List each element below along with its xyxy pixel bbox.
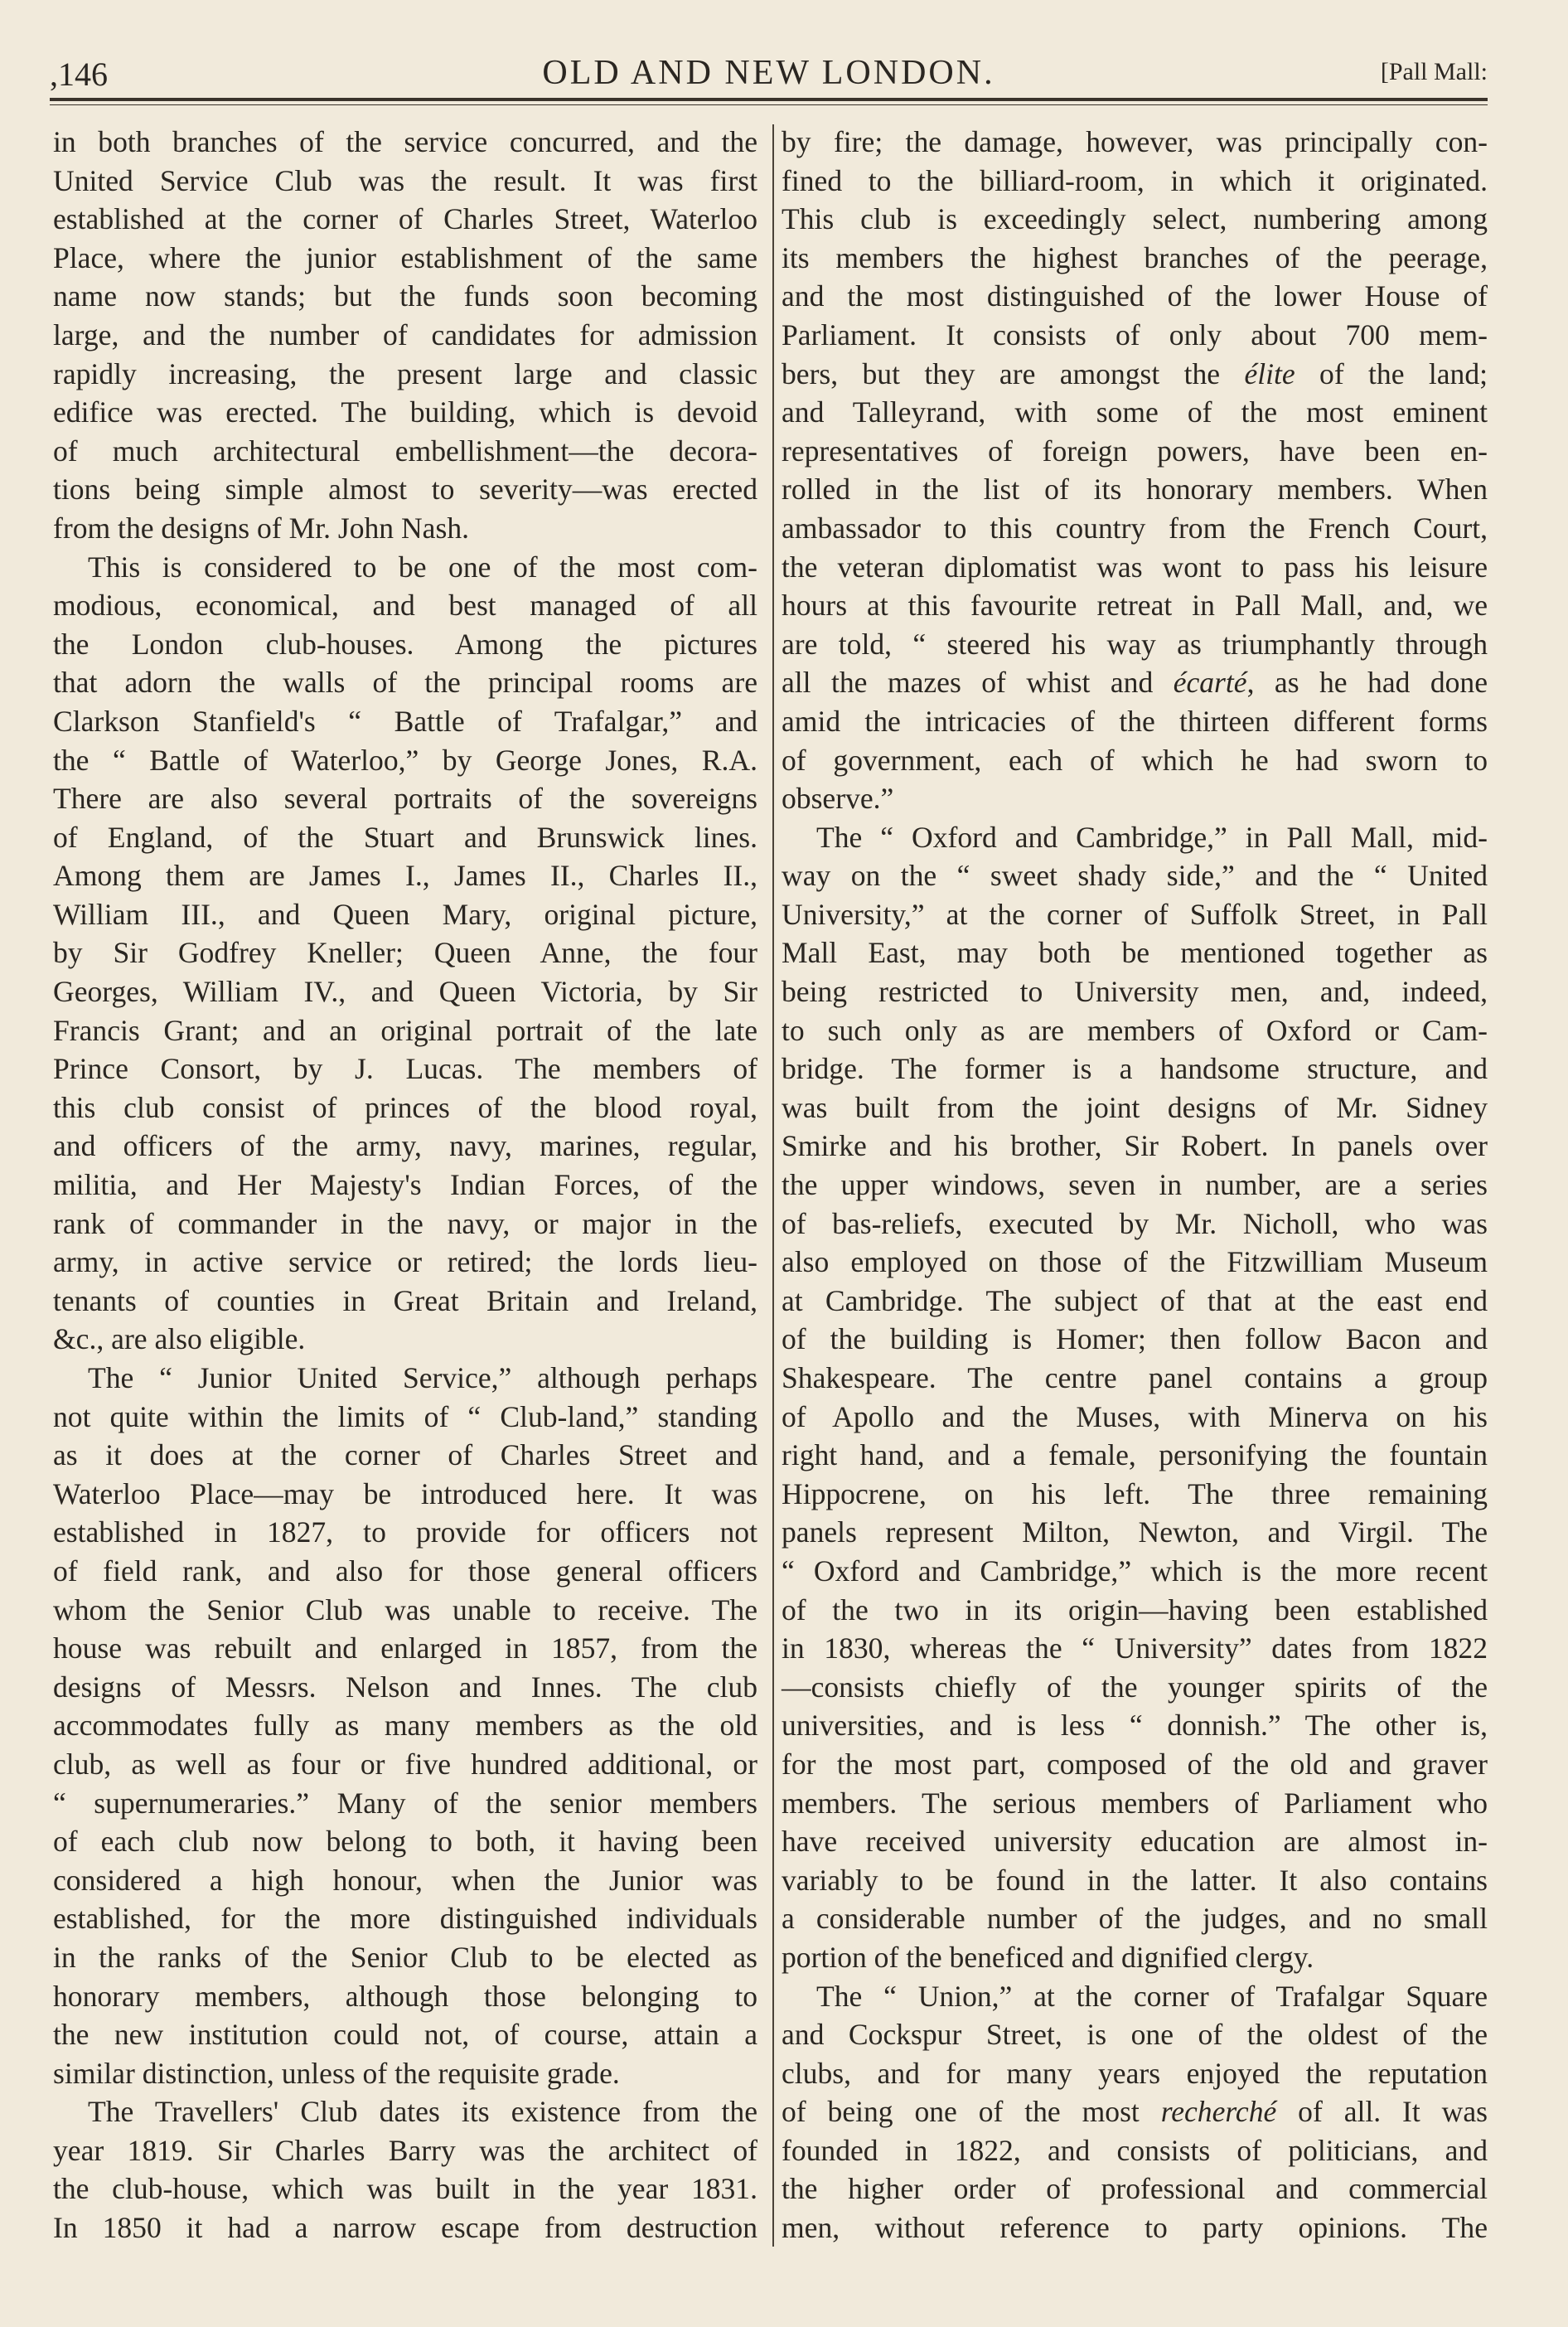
text-line: of England, of the Stuart and Brunswick lines. [53,820,757,854]
text-line: Mall East, may both be mentioned together as [782,936,1488,970]
text-line: the upper windows, seven in number, are a series [782,1168,1488,1202]
text-line: modious, economical, and best managed of all [53,589,757,623]
text-line: right hand, and a female, personifying the fountain [782,1438,1488,1472]
text-line: established at the corner of Charles Street, Waterloo [53,202,757,236]
text-line: of Apollo and the Muses, with Minerva on his [782,1399,1488,1433]
text-line: variably to be found in the latter. It also contains [782,1863,1488,1897]
text-line: in the ranks of the Senior Club to be elected as [53,1940,757,1974]
text-line: rank of commander in the navy, or major in the [53,1206,757,1240]
text-line: the “ Battle of Waterloo,” by George Jones, R.A. [53,743,757,777]
text-line: The “ Union,” at the corner of Trafalgar Square [816,1979,1488,2013]
text-line: in 1830, whereas the “ University” dates from 1822 [782,1631,1488,1665]
text-line: universities, and is less “ donnish.” The other is, [782,1709,1488,1743]
text-line: name now stands; but the funds soon becoming [53,279,757,313]
text-line: that adorn the walls of the principal rooms are [53,666,757,700]
text-line: —consists chiefly of the younger spirits of the [782,1670,1488,1704]
text-line: amid the intricacies of the thirteen different forms [782,704,1488,738]
running-title: OLD AND NEW LONDON. [542,54,995,92]
text-line: of government, each of which he had sworn to [782,743,1488,777]
page-number: ,146 [50,56,108,93]
text-line: hours at this favourite retreat in Pall Mall, and, we [782,589,1488,623]
text-line: The “ Junior United Service,” although perhaps [88,1361,757,1394]
text-line: by Sir Godfrey Kneller; Queen Anne, the four [53,936,757,970]
text-line: also employed on those of the Fitzwilliam Museum [782,1245,1488,1279]
left-column [53,123,757,2247]
text-line: men, without reference to party opinions. The [782,2211,1488,2245]
text-line: portion of the beneficed and dignified clergy. [782,1940,1314,1974]
text-line: The “ Oxford and Cambridge,” in Pall Mall, mid- [816,820,1488,854]
text-line: ambassador to this country from the French Court, [782,511,1488,545]
text-line: year 1819. Sir Charles Barry was the architect of [53,2133,757,2167]
text-line: United Service Club was the result. It was first [53,163,757,197]
text-line: William III., and Queen Mary, original picture, [53,897,757,931]
text-line: panels represent Milton, Newton, and Virgil. The [782,1515,1488,1549]
text-line: Parliament. It consists of only about 700 mem- [782,318,1488,351]
text-line: Place, where the junior establishment of the same [53,240,757,274]
text-line: of the building is Homer; then follow Bacon and [782,1322,1488,1356]
text-line: of each club now belong to both, it having been [53,1825,757,1859]
text-line: considered a high honour, when the Junior was [53,1863,757,1897]
text-line: have received university education are almost in- [782,1825,1488,1859]
text-line: as it does at the corner of Charles Street and [53,1438,757,1472]
text-line: a considerable number of the judges, and no small [782,1902,1488,1936]
text-line: Francis Grant; and an original portrait of the late [53,1013,757,1047]
text-line: similar distinction, unless of the requisite grade. [53,2056,620,2090]
text-line: rapidly increasing, the present large and classic [53,356,757,390]
text-line: and Talleyrand, with some of the most eminent [782,395,1488,429]
text-line: from the designs of Mr. John Nash. [53,511,470,545]
text-line: for the most part, composed of the old and graver [782,1747,1488,1781]
text-line: bridge. The former is a handsome structure, and [782,1052,1488,1086]
text-line: Among them are James I., James II., Charles II., [53,859,757,893]
column-divider [772,124,774,2247]
text-line: honorary members, although those belonging to [53,1979,757,2013]
text-line: was built from the joint designs of Mr. Sidney [782,1090,1488,1124]
text-line: of field rank, and also for those general officers [53,1554,757,1588]
text-line: all the mazes of whist and écarté, as he had done [782,666,1488,700]
text-line: Smirke and his brother, Sir Robert. In panels over [782,1129,1488,1163]
text-line: observe.” [782,782,894,816]
text-line: Shakespeare. The centre panel contains a group [782,1361,1488,1394]
text-line: Waterloo Place—may be introduced here. It was [53,1476,757,1510]
text-line: of much architectural embellishment—the decora- [53,434,757,468]
text-line: Hippocrene, on his left. The three remaining [782,1476,1488,1510]
text-line: members. The serious members of Parliament who [782,1786,1488,1820]
text-line: the London club-houses. Among the pictures [53,627,757,661]
text-line: established, for the more distinguished individuals [53,1902,757,1936]
text-line: and the most distinguished of the lower House of [782,279,1488,313]
text-line: the new institution could not, of course, attain a [53,2018,757,2052]
text-line: the club-house, which was built in the year 1831. [53,2172,757,2206]
text-line: &c., are also eligible. [53,1322,306,1356]
text-line: its members the highest branches of the peerage, [782,240,1488,274]
header-rule [50,98,1488,101]
text-line: accommodates fully as many members as the old [53,1709,757,1743]
header-rule-thin [50,104,1488,105]
text-line: There are also several portraits of the sovereigns [53,782,757,816]
text-line: bers, but they are amongst the élite of the land; [782,356,1488,390]
text-line: by fire; the damage, however, was principally con- [782,125,1488,158]
text-line: rolled in the list of its honorary members. When [782,473,1488,507]
text-line: the higher order of professional and commercial [782,2172,1488,2206]
right-column [782,123,1488,2247]
text-line: way on the “ sweet shady side,” and the “ United [782,859,1488,893]
text-line: “ Oxford and Cambridge,” which is the more recent [782,1554,1488,1588]
text-line: The Travellers' Club dates its existence from the [88,2095,757,2129]
text-line: army, in active service or retired; the lords lieu- [53,1245,757,1279]
text-line: edifice was erected. The building, which is devoid [53,395,757,429]
text-line: in both branches of the service concurred, and the [53,125,757,158]
text-line: founded in 1822, and consists of politicians, and [782,2133,1488,2167]
text-line: University,” at the corner of Suffolk Street, in Pall [782,897,1488,931]
text-line: This club is exceedingly select, numbering among [782,202,1488,236]
text-line: tions being simple almost to severity—was erected [53,473,757,507]
text-line: large, and the number of candidates for admission [53,318,757,351]
running-header [50,50,1488,99]
text-line: designs of Messrs. Nelson and Innes. The club [53,1670,757,1704]
text-line: at Cambridge. The subject of that at the east end [782,1283,1488,1317]
text-line: Georges, William IV., and Queen Victoria, by Sir [53,975,757,1009]
text-line: the veteran diplomatist was wont to pass his leisure [782,550,1488,584]
text-line: clubs, and for many years enjoyed the reputation [782,2056,1488,2090]
text-line: to such only as are members of Oxford or Cam- [782,1013,1488,1047]
text-line: In 1850 it had a narrow escape from destruction [53,2211,757,2245]
text-line: and officers of the army, navy, marines, regular, [53,1129,757,1163]
text-line: of bas-reliefs, executed by Mr. Nicholl, who was [782,1206,1488,1240]
text-line: are told, “ steered his way as triumphantly through [782,627,1488,661]
text-line: militia, and Her Majesty's Indian Forces, of the [53,1168,757,1202]
text-line: fined to the billiard-room, in which it originated. [782,163,1488,197]
text-line: club, as well as four or five hundred additional, or [53,1747,757,1781]
text-line: Clarkson Stanfield's “ Battle of Trafalgar,” and [53,704,757,738]
text-line: whom the Senior Club was unable to receive. The [53,1593,757,1626]
text-line: representatives of foreign powers, have been en- [782,434,1488,468]
text-line: this club consist of princes of the blood royal, [53,1090,757,1124]
text-line: established in 1827, to provide for officers not [53,1515,757,1549]
text-line: This is considered to be one of the most com- [88,550,757,584]
text-line: and Cockspur Street, is one of the oldest of the [782,2018,1488,2052]
text-line: house was rebuilt and enlarged in 1857, from the [53,1631,757,1665]
text-line: Prince Consort, by J. Lucas. The members of [53,1052,757,1086]
text-line: being restricted to University men, and, indeed, [782,975,1488,1009]
text-line: tenants of counties in Great Britain and Ireland, [53,1283,757,1317]
section-reference: [Pall Mall: [1380,58,1488,85]
text-line: not quite within the limits of “ Club-land,” standing [53,1399,757,1433]
text-line: of the two in its origin—having been established [782,1593,1488,1626]
text-line: of being one of the most recherché of all. It was [782,2095,1488,2129]
text-line: “ supernumeraries.” Many of the senior members [53,1786,757,1820]
